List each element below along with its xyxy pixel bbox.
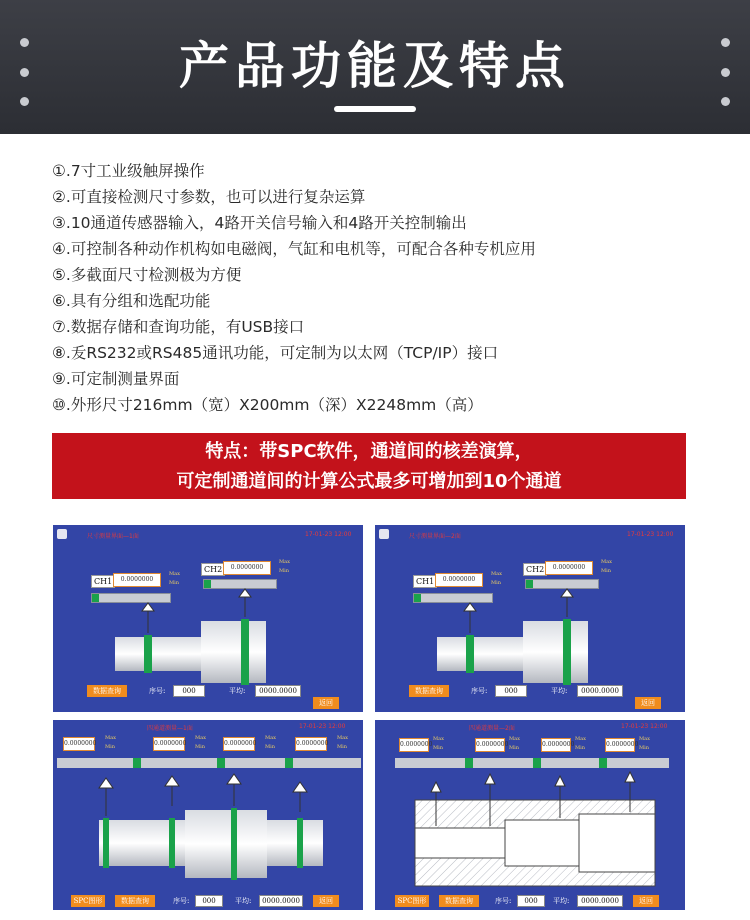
seq-value: 000 [517,895,545,907]
feature-item: ③.10通道传感器输入，4路开关信号输入和4路开关控制输出 [52,214,467,232]
seq-value: 000 [173,685,205,697]
feature-item: ⑧.叐RS232或RS485通讯功能，可定制为以太网（TCP/IP）接口 [52,344,499,362]
data-query-button[interactable]: 数据查询 [439,895,479,907]
feature-list [52,158,712,418]
ch2-value: 0.0000000 [545,561,593,575]
channel-min: Min [639,745,649,751]
channel-value: 0.0000000 [63,737,95,751]
ch2-min: Min [279,568,289,574]
avg-label: 平均: [235,897,252,905]
avg-value: 0000.0000 [577,685,623,697]
screen-title: 尺寸测量界面—2面 [409,533,461,540]
highlight-banner [52,433,686,499]
screen-time: 17-01-23 12:00 [627,531,674,538]
seq-label: 序号: [149,687,166,695]
screen-title: 四通道测量—2面 [469,725,515,732]
back-button[interactable]: 返回 [633,895,659,907]
screen-title: 尺寸测量界面—1面 [87,533,139,540]
screen-time: 17-01-23 12:00 [299,723,346,730]
shaft-illustration [53,525,363,712]
ch2-label: CH2 [523,563,547,576]
banner-line-2: 可定制通道间的计算公式最多可增加到10个通道 [176,471,562,492]
shaft-illustration [375,525,685,712]
seq-label: 序号: [173,897,190,905]
ch1-label: CH1 [91,575,115,588]
channel-min: Min [509,745,519,751]
avg-value: 0000.0000 [255,685,301,697]
page-title: 产品功能及特点 [179,37,571,95]
avg-value: 0000.0000 [259,895,303,907]
shaft-illustration [53,720,363,910]
channel-min: Min [195,744,205,750]
feature-item: ②.可直接检测尺寸参数，也可以进行复杂运算 [52,188,366,206]
ch1-min: Min [169,580,179,586]
screen-four-channel-2 [375,720,685,910]
screen-time: 17-01-23 12:00 [305,531,352,538]
channel-max: Max [105,735,116,741]
channel-value: 0.0000000 [153,737,185,751]
feature-item: ⑨.可定制测量界面 [52,370,180,388]
channel-min: Min [433,745,443,751]
ch1-min: Min [491,580,501,586]
ch2-label: CH2 [201,563,225,576]
screen-two-channel-2 [375,525,685,712]
channel-max: Max [265,735,276,741]
ch1-value: 0.0000000 [435,573,483,587]
ch2-min: Min [601,568,611,574]
feature-item: ①.7寸工业级触屏操作 [52,162,205,180]
header-banner [0,0,750,134]
channel-min: Min [337,744,347,750]
ch2-value: 0.0000000 [223,561,271,575]
channel-value: 0.0000000 [475,738,505,752]
feature-item: ⑩.外形尺寸216mm（宽）X200mm（深）X2248mm（高） [52,396,483,414]
avg-value: 0000.0000 [577,895,623,907]
ch1-value: 0.0000000 [113,573,161,587]
decor-dot-icon [721,97,730,106]
channel-max: Max [337,735,348,741]
seq-label: 序号: [471,687,488,695]
back-button[interactable]: 返回 [313,895,339,907]
ch1-max: Max [491,571,502,577]
channel-value: 0.0000000 [399,738,429,752]
avg-label: 平均: [229,687,246,695]
decor-dot-icon [20,97,29,106]
channel-min: Min [265,744,275,750]
ch1-label: CH1 [413,575,437,588]
ch1-max: Max [169,571,180,577]
channel-max: Max [509,736,520,742]
channel-value: 0.0000000 [223,737,255,751]
channel-value: 0.0000000 [295,737,327,751]
banner-line-1: 特点：带SPC软件，通道间的核差演算， [205,441,533,462]
channel-max: Max [639,736,650,742]
seq-label: 序号: [495,897,512,905]
bore-section-illustration [375,720,685,910]
screen-four-channel-1 [53,720,363,910]
spc-chart-button[interactable]: SPC图形 [71,895,105,907]
data-query-button[interactable]: 数据查询 [87,685,127,697]
back-button[interactable]: 返回 [635,697,661,709]
feature-item: ⑥.具有分组和选配功能 [52,292,211,310]
avg-label: 平均: [553,897,570,905]
channel-value: 0.0000000 [541,738,571,752]
feature-item: ⑤.多截面尺寸检测极为方便 [52,266,242,284]
back-button[interactable]: 返回 [313,697,339,709]
spc-chart-button[interactable]: SPC图形 [395,895,429,907]
title-underline [334,106,416,112]
channel-value: 0.0000000 [605,738,635,752]
feature-item: ④.可控制各种动作机构如电磁阀，气缸和电机等，可配合各种专机应用 [52,240,536,258]
ch2-max: Max [601,559,612,565]
data-query-button[interactable]: 数据查询 [115,895,155,907]
channel-max: Max [433,736,444,742]
screen-time: 17-01-23 12:00 [621,723,668,730]
feature-item: ⑦.数据存储和查询功能，有USB接口 [52,318,305,336]
channel-max: Max [195,735,206,741]
channel-min: Min [575,745,585,751]
screen-two-channel-1 [53,525,363,712]
screen-title: 四通道测量—1面 [147,725,193,732]
seq-value: 000 [195,895,223,907]
channel-max: Max [575,736,586,742]
avg-label: 平均: [551,687,568,695]
data-query-button[interactable]: 数据查询 [409,685,449,697]
seq-value: 000 [495,685,527,697]
channel-min: Min [105,744,115,750]
ch2-max: Max [279,559,290,565]
